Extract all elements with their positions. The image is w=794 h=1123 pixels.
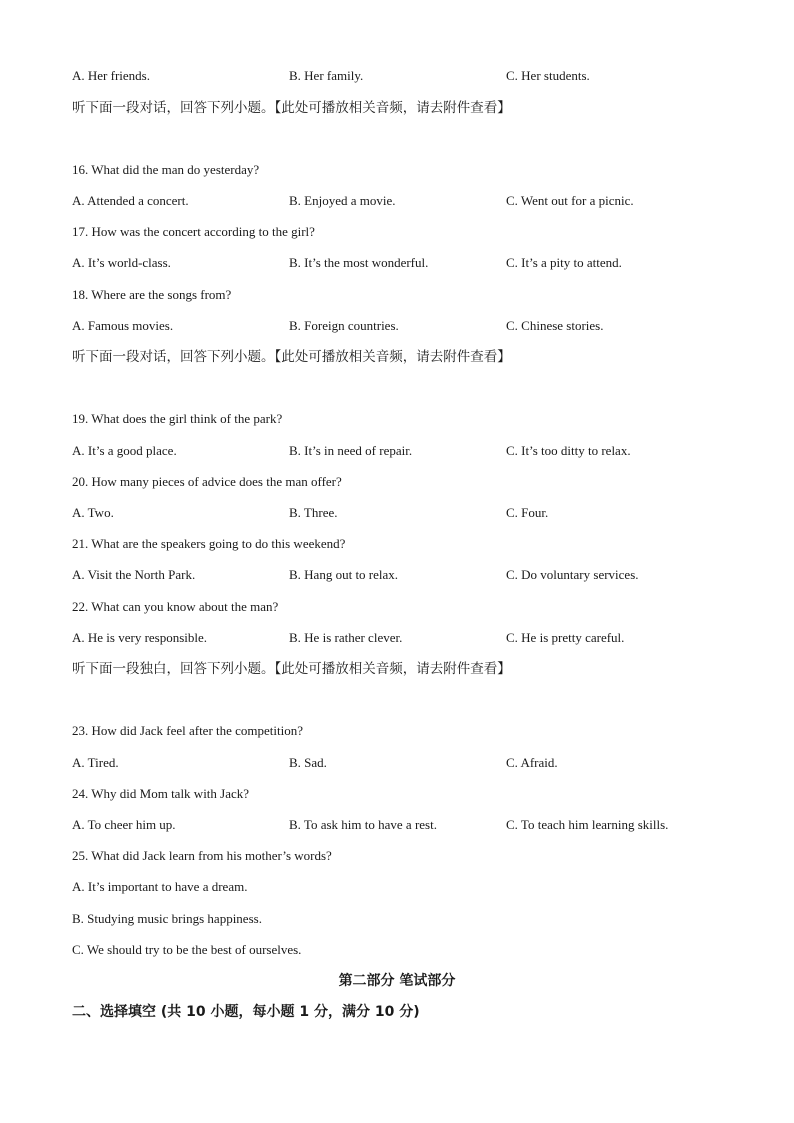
q15-option-b: B. Her family. [289,68,364,83]
q25-option-b: B. Studying music brings happiness. [72,911,262,926]
q18-stem: 18. Where are the songs from? [72,287,232,302]
q24-option-b: B. To ask him to have a rest. [289,817,437,832]
q17-options [72,255,752,271]
q17-option-a: A. It’s world-class. [72,255,171,270]
q24-option-c: C. To teach him learning skills. [506,817,669,832]
q20-option-b: B. Three. [289,505,338,520]
q15-option-c: C. Her students. [506,68,590,83]
q16-option-b: B. Enjoyed a movie. [289,193,396,208]
q22-option-b: B. He is rather clever. [289,630,403,645]
instruction-dialogue-1: 听下面一段对话，回答下列小题。【此处可播放相关音频，请去附件查看】 [72,100,511,116]
q23-option-b: B. Sad. [289,755,327,770]
q15-option-a: A. Her friends. [72,68,150,83]
q19-option-a: A. It’s a good place. [72,443,177,458]
q17-option-b: B. It’s the most wonderful. [289,255,429,270]
q23-option-a: A. Tired. [72,755,119,770]
q20-options [72,505,752,521]
q15-options [72,68,752,84]
q22-option-c: C. He is pretty careful. [506,630,625,645]
q16-option-a: A. Attended a concert. [72,193,189,208]
q25-option-c: C. We should try to be the best of ourselves. [72,942,302,957]
q20-option-c: C. Four. [506,505,549,520]
q23-options [72,755,752,771]
q22-options [72,630,752,646]
q19-option-c: C. It’s too ditty to relax. [506,443,631,458]
q25-stem: 25. What did Jack learn from his mother’s words? [72,848,332,863]
q19-option-b: B. It’s in need of repair. [289,443,413,458]
q25-option-a: A. It’s important to have a dream. [72,879,248,894]
q21-option-b: B. Hang out to relax. [289,567,399,582]
q24-stem: 24. Why did Mom talk with Jack? [72,786,250,801]
q22-option-a: A. He is very responsible. [72,630,208,645]
q16-stem: 16. What did the man do yesterday? [72,162,260,177]
instruction-monologue: 听下面一段独白，回答下列小题。【此处可播放相关音频，请去附件查看】 [72,661,511,677]
q24-option-a: A. To cheer him up. [72,817,176,832]
q21-option-a: A. Visit the North Park. [72,567,196,582]
q21-option-c: C. Do voluntary services. [506,567,639,582]
q20-option-a: A. Two. [72,505,114,520]
q18-option-c: C. Chinese stories. [506,318,604,333]
q23-stem: 23. How did Jack feel after the competition? [72,723,304,738]
q19-options [72,443,752,459]
q17-stem: 17. How was the concert according to the girl? [72,224,315,239]
section-heading: 二、选择填空 (共 10 小题，每小题 1 分，满分 10 分) [72,1004,420,1020]
q21-stem: 21. What are the speakers going to do this weekend? [72,536,346,551]
q18-option-a: A. Famous movies. [72,318,174,333]
q20-stem: 20. How many pieces of advice does the man offer? [72,474,342,489]
q19-stem: 19. What does the girl think of the park? [72,411,283,426]
instruction-dialogue-2: 听下面一段对话，回答下列小题。【此处可播放相关音频，请去附件查看】 [72,349,511,365]
q23-option-c: C. Afraid. [506,755,558,770]
q16-options [72,193,752,209]
q21-options [72,567,752,583]
q17-option-c: C. It’s a pity to attend. [506,255,622,270]
q24-options [72,817,752,833]
q16-option-c: C. Went out for a picnic. [506,193,634,208]
q18-option-b: B. Foreign countries. [289,318,399,333]
q18-options [72,318,752,334]
q22-stem: 22. What can you know about the man? [72,599,279,614]
part-two-title: 第二部分 笔试部分 [338,973,456,989]
